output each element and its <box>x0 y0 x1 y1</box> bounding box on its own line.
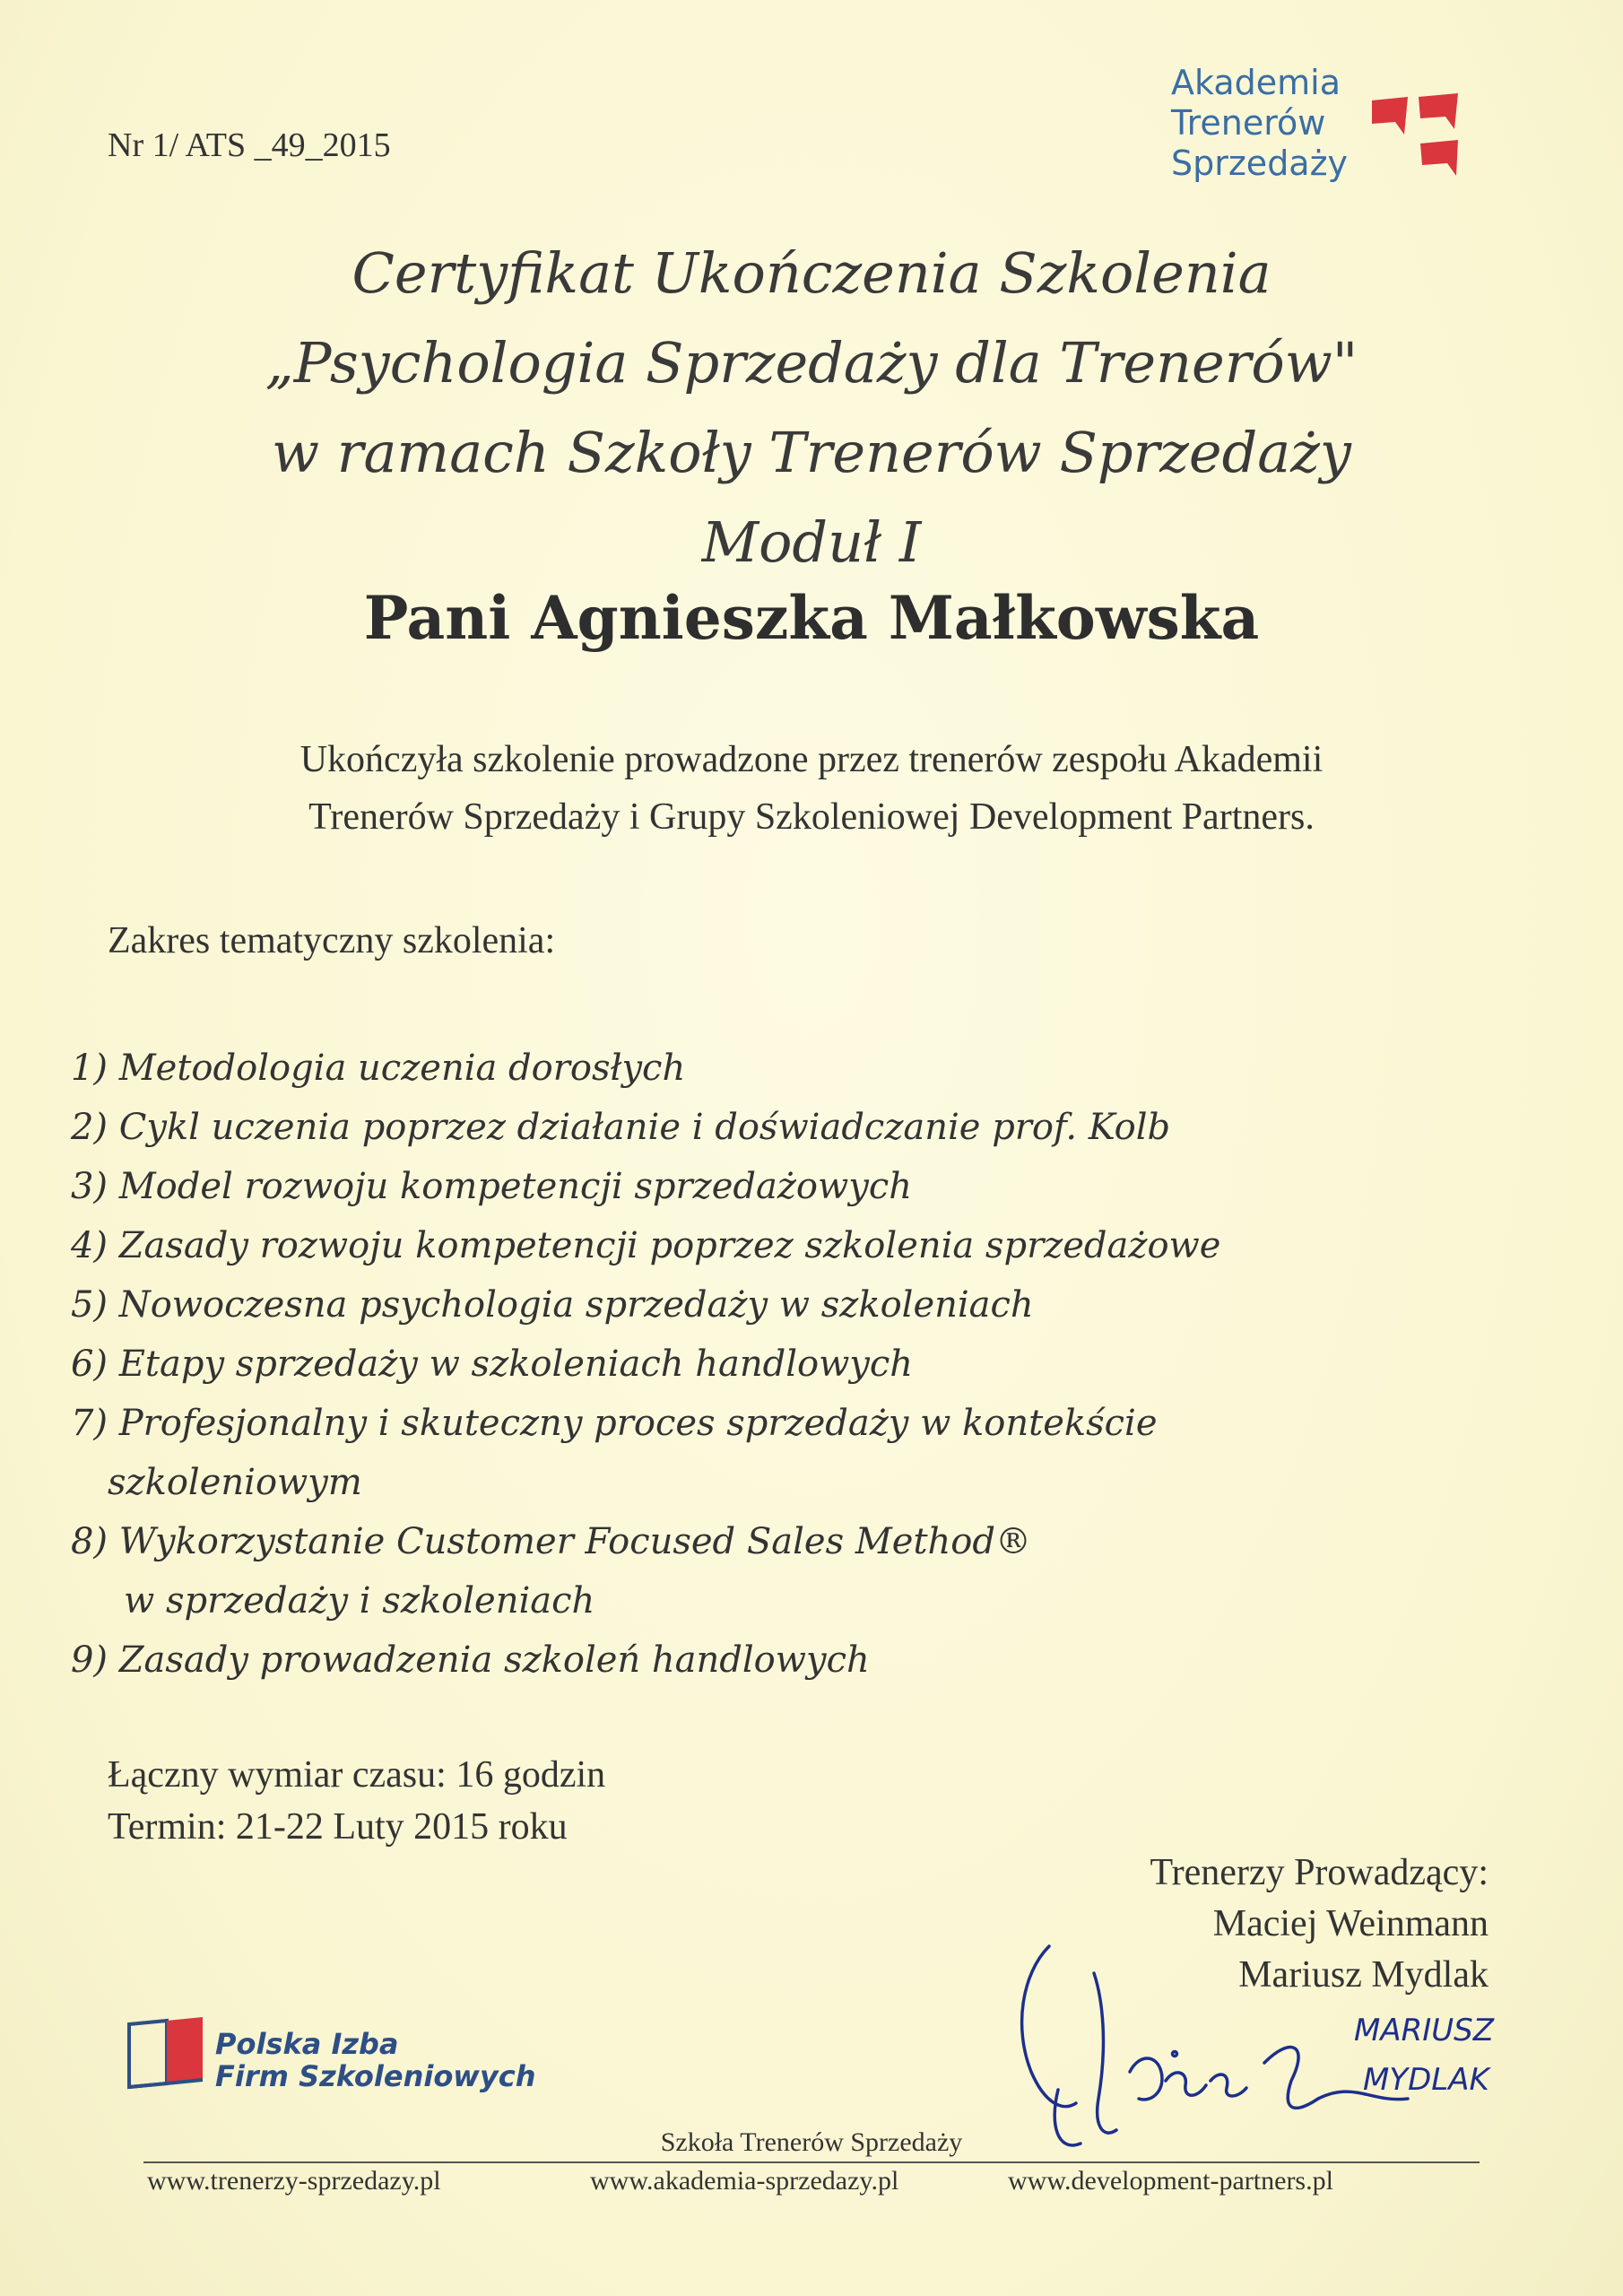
topic-text: Wykorzystanie Customer Focused Sales Method® <box>118 1521 1031 1562</box>
training-term: Termin: 21-22 Luty 2015 roku <box>108 1806 568 1848</box>
certificate-title <box>0 229 1623 587</box>
logo-line-1: Akademia <box>1171 63 1341 102</box>
logo-line-3: Sprzedaży <box>1171 144 1349 183</box>
book-icon <box>126 2013 211 2094</box>
partner-logo-line-1: Polska Izba <box>215 2027 399 2061</box>
topic-text-continued: w sprzedaży i szkoleniach <box>124 1580 595 1622</box>
title-line-1: Certyfikat Ukończenia Szkolenia <box>352 240 1271 306</box>
topic-text: Zasady prowadzenia szkoleń handlowych <box>118 1639 870 1681</box>
topic-item <box>54 1512 1399 1631</box>
certificate-number: Nr 1/ ATS _49_2015 <box>108 126 391 164</box>
topics-list <box>54 1039 1399 1690</box>
topic-text: Cykl uczenia poprzez działanie i doświadczanie prof. Kolb <box>118 1107 1171 1148</box>
completion-line-1: Ukończyła szkolenie prowadzone przez trenerów zespołu Akademii <box>299 739 1324 780</box>
partner-logo-line-2: Firm Szkoleniowych <box>215 2059 536 2093</box>
topic-number: 3) <box>70 1166 108 1207</box>
trainer-name: Mariusz Mydlak <box>1238 1954 1488 1996</box>
title-line-4: Moduł I <box>701 509 922 575</box>
topic-text: Model rozwoju kompetencji sprzedażowych <box>118 1166 912 1207</box>
topic-number: 7) <box>70 1403 108 1444</box>
topic-item <box>54 1631 1399 1690</box>
logo-line-2: Trenerów <box>1171 103 1326 143</box>
completion-line-2: Trenerów Sprzedaży i Grupy Szkoleniowej Development Partners. <box>308 796 1315 838</box>
polska-izba-logo <box>126 2013 536 2112</box>
training-details <box>108 1749 605 1853</box>
topic-item <box>54 1335 1399 1394</box>
topic-number: 6) <box>70 1344 108 1385</box>
topic-item <box>54 1394 1399 1512</box>
logo-corner-marks-icon <box>1368 88 1467 178</box>
topic-text: Nowoczesna psychologia sprzedaży w szkoleniach <box>118 1284 1034 1326</box>
topic-text: Metodologia uczenia dorosłych <box>118 1048 686 1089</box>
topic-item <box>54 1157 1399 1216</box>
topic-text: Zasady rozwoju kompetencji poprzez szkolenia sprzedażowe <box>118 1225 1221 1266</box>
scope-heading: Zakres tematyczny szkolenia: <box>108 920 556 961</box>
recipient-name: Pani Agnieszka Małkowska <box>363 583 1260 653</box>
topic-number: 9) <box>70 1639 108 1681</box>
footer-link-development-partners[interactable]: www.development-partners.pl <box>1008 2166 1333 2196</box>
topic-number: 4) <box>70 1225 108 1266</box>
trainer-name: Maciej Weinmann <box>1212 1903 1488 1944</box>
footer-divider <box>143 2161 1480 2163</box>
title-line-2: „Psychologia Sprzedaży dla Trenerów" <box>265 330 1358 396</box>
training-duration: Łączny wymiar czasu: 16 godzin <box>108 1754 606 1796</box>
completion-statement <box>0 731 1623 846</box>
handwritten-last-name: MYDLAK <box>1363 2062 1489 2098</box>
topic-text: Etapy sprzedaży w szkoleniach handlowych <box>118 1344 914 1385</box>
topic-text: Profesjonalny i skuteczny proces sprzedaży w kontekście <box>118 1403 1158 1444</box>
topic-number: 5) <box>70 1284 108 1326</box>
topic-number: 2) <box>70 1107 108 1148</box>
topic-item <box>54 1039 1399 1098</box>
handwritten-first-name: MARIUSZ <box>1354 2013 1495 2048</box>
footer-link-trenerzy[interactable]: www.trenerzy-sprzedazy.pl <box>147 2166 441 2196</box>
topic-text-continued: szkoleniowym <box>108 1462 362 1503</box>
akademia-logo-text <box>1171 63 1348 184</box>
trainers-heading: Trenerzy Prowadzący: <box>1150 1852 1488 1893</box>
topic-item <box>54 1216 1399 1275</box>
title-line-3: w ramach Szkoły Trenerów Sprzedaży <box>272 420 1351 485</box>
akademia-logo <box>1166 63 1471 197</box>
school-name: Szkoła Trenerów Sprzedaży <box>660 2127 963 2157</box>
topic-item <box>54 1098 1399 1157</box>
topic-number: 8) <box>70 1521 108 1562</box>
topic-item <box>54 1275 1399 1335</box>
polska-izba-logo-text <box>215 2028 535 2092</box>
footer-link-akademia[interactable]: www.akademia-sprzedazy.pl <box>590 2166 899 2196</box>
topic-number: 1) <box>70 1048 108 1089</box>
